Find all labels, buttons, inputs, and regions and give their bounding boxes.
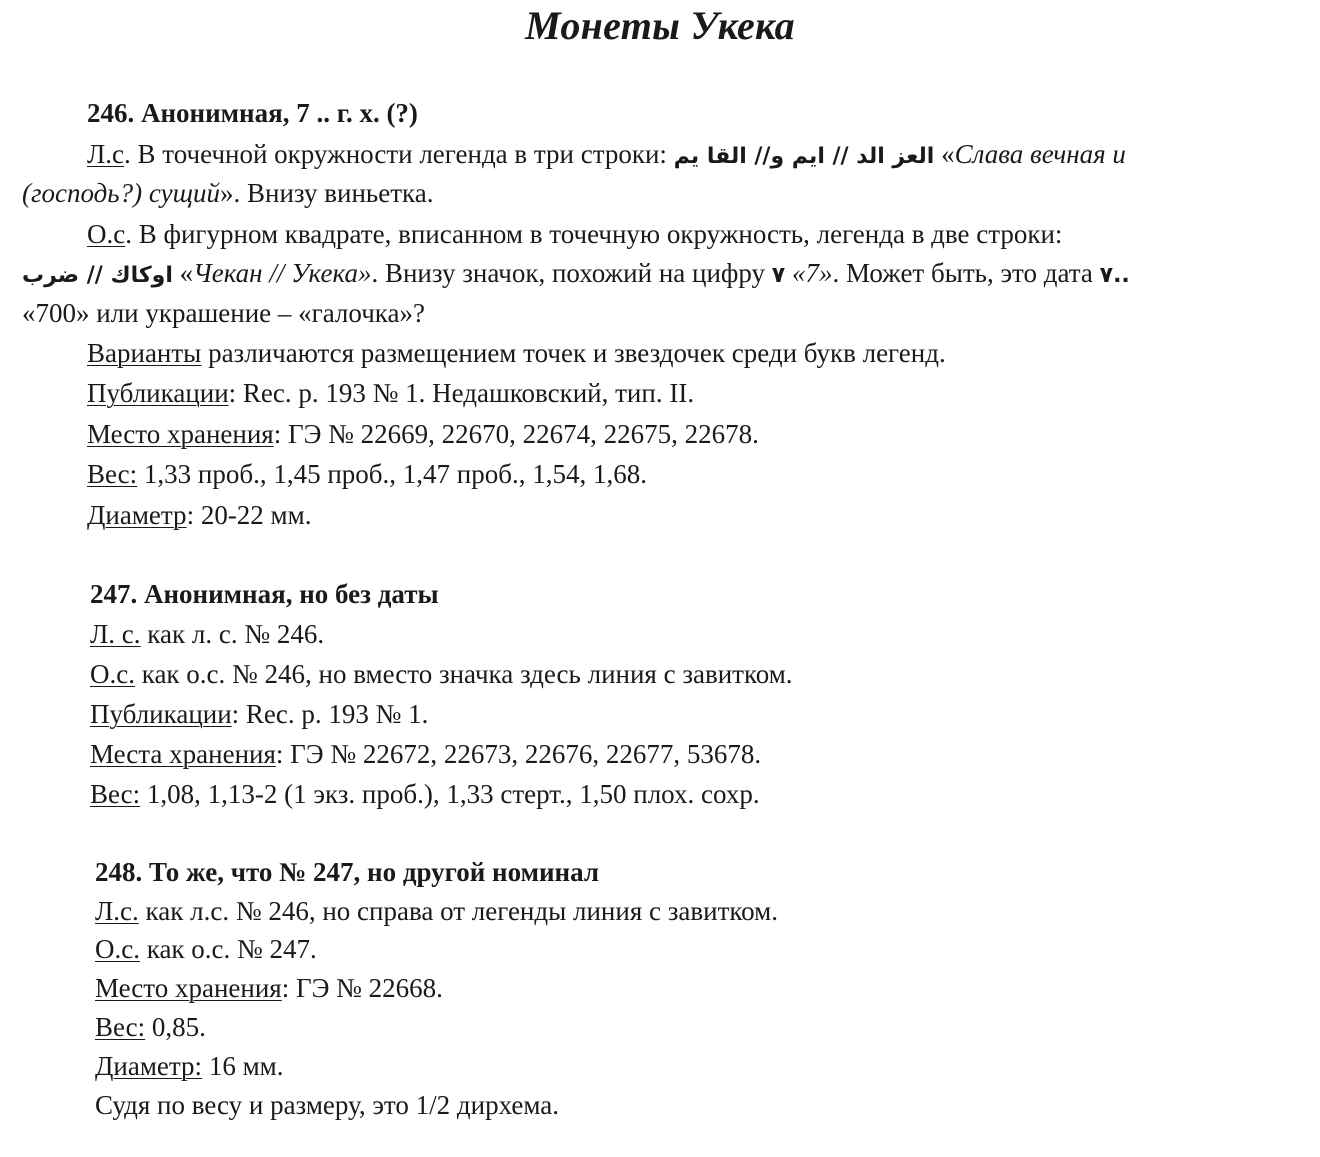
storage-line [95,971,443,1005]
arabic-date: ٧.. [1099,263,1130,288]
variants-label: Варианты [87,338,202,368]
reverse-label: О.с [87,219,126,249]
storage-text: : ГЭ № 22672, 22673, 22676, 22677, 53678. [275,739,762,769]
diameter-label: Диаметр: [95,1051,203,1081]
legend-translation-cont: (господь?) сущий [22,178,221,208]
note-line: Судя по весу и размеру, это 1/2 дирхема. [95,1090,560,1120]
reverse-line [95,932,317,966]
digit-translation: «7» [791,258,833,288]
reverse-text: . В фигурном квадрате, вписанном в точечную окружность, легенда в две строки: [125,219,1063,249]
variants-line [87,336,946,370]
arabic-legend: العز الد // ايم و// القا يم [673,144,935,169]
diameter-text: : 20-22 мм. [186,500,312,530]
reverse-line [87,217,1062,251]
diameter-label: Диаметр [87,500,187,530]
obverse-line [90,617,324,651]
obverse-text-cont: ». Внизу виньетка. [220,178,434,208]
reverse-text-2: . Внизу значок, похожий на цифру [371,258,766,288]
publications-line [87,376,694,410]
weight-text: 1,08, 1,13-2 (1 экз. проб.), 1,33 стерт., 1,50 плох. сохр. [140,779,760,809]
weight-label: Вес: [90,779,141,809]
publications-label: Публикации [87,378,229,408]
entry-heading: 246. Анонимная, 7 .. г. х. (?) [87,98,418,128]
entry-heading: 247. Анонимная, но без даты [90,579,439,609]
reverse-label: О.с. [90,659,135,689]
reverse-text-3: . Может быть, это дата [832,258,1093,288]
obverse-label: Л.с [87,139,125,169]
publications-text: : Rec. p. 193 № 1. Недашковский, тип. II. [228,378,695,408]
entry-heading: 248. То же, что № 247, но другой номинал [95,857,599,887]
reverse-line-3: «700» или украшение – «галочка»? [22,298,425,328]
weight-line [87,457,647,491]
obverse-line-cont [22,176,433,210]
quote-open: « [941,139,955,169]
weight-text: 0,85. [145,1012,206,1042]
variants-text: различаются размещением точек и звездочек среди букв легенд. [201,338,946,368]
storage-label: Место хранения [95,973,282,1003]
storage-text: : ГЭ № 22669, 22670, 22674, 22675, 22678. [273,419,759,449]
legend-translation: Слава вечная и [954,139,1126,169]
reverse-label: О.с. [95,934,140,964]
legend-translation: Чекан // Укека» [193,258,372,288]
obverse-label: Л. с. [90,619,141,649]
publications-line [90,697,428,731]
weight-text: 1,33 проб., 1,45 проб., 1,47 проб., 1,54, 1,68. [137,459,647,489]
arabic-digit: ٧ [771,263,786,288]
quote-open: « [179,258,194,288]
obverse-line [95,894,778,928]
reverse-text: как о.с. № 247. [139,934,317,964]
diameter-line [95,1049,283,1083]
reverse-line-2 [22,256,1130,293]
obverse-label: Л.с. [95,896,139,926]
page-title: Монеты Укека [525,3,795,48]
weight-line [95,1010,206,1044]
obverse-text: . В точечной окружности легенда в три строки: [124,139,667,169]
storage-label: Место хранения [87,419,274,449]
arabic-legend: اوكاك // ضرب [22,263,173,288]
diameter-text: 16 мм. [202,1051,284,1081]
storage-text: : ГЭ № 22668. [281,973,443,1003]
storage-label: Места хранения [90,739,276,769]
weight-line [90,777,760,811]
storage-line [90,737,761,771]
obverse-text: как л. с. № 246. [140,619,325,649]
diameter-line [87,498,311,532]
obverse-text: как л.с. № 246, но справа от легенды линия с завитком. [138,896,778,926]
reverse-text: как о.с. № 246, но вместо значка здесь линия с завитком. [134,659,793,689]
publications-text: : Rec. p. 193 № 1. [231,699,429,729]
storage-line [87,417,759,451]
weight-label: Вес: [95,1012,146,1042]
obverse-line [87,137,1126,174]
reverse-line [90,657,793,691]
weight-label: Вес: [87,459,138,489]
publications-label: Публикации [90,699,232,729]
